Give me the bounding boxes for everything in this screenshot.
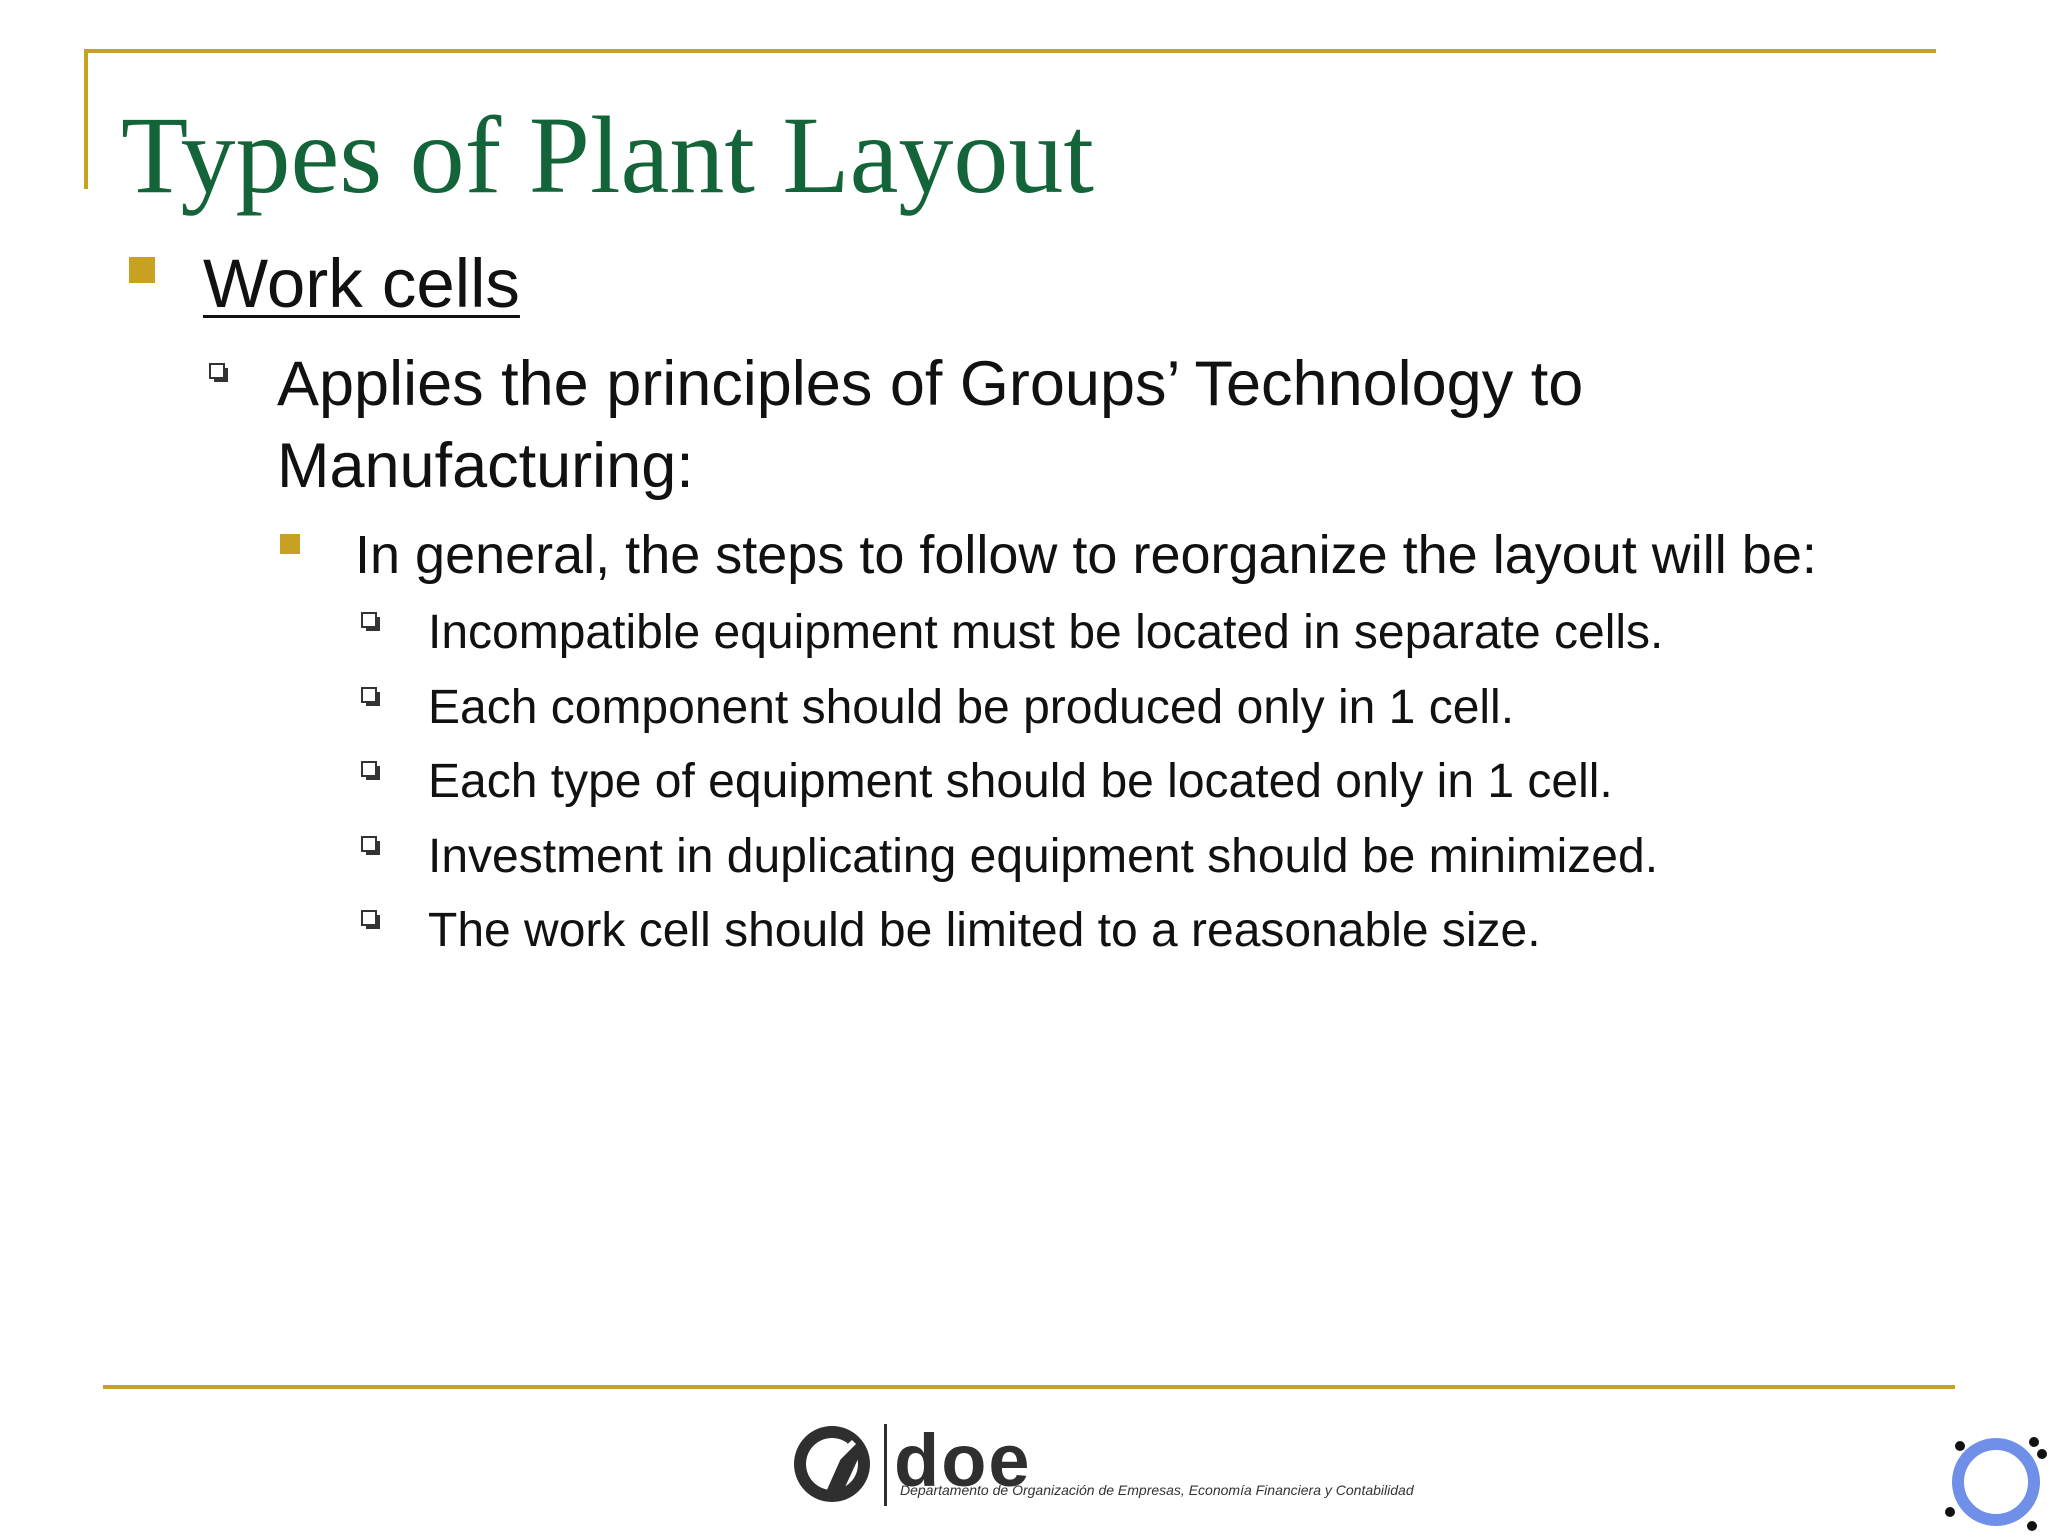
- box-bullet-icon: [361, 761, 377, 777]
- box-bullet-icon: [361, 836, 377, 852]
- left-border-line: [84, 49, 88, 189]
- box-bullet-icon: [209, 363, 225, 379]
- department-caption: Departamento de Organización de Empresas, Economía Financiera y Contabilidad: [900, 1482, 1414, 1498]
- box-bullet-icon: [361, 612, 377, 628]
- sub-point-line-1: Applies the principles of Groups’ Technology to: [277, 349, 1584, 419]
- step-item: Incompatible equipment must be located in separate cells.: [428, 606, 1664, 659]
- box-bullet-icon: [361, 910, 377, 926]
- logo-wordmark: doe: [894, 1420, 1032, 1502]
- sub-point-line-2: Manufacturing:: [277, 431, 694, 501]
- heading-work-cells: Work cells: [203, 245, 520, 322]
- ring-mark-icon: [1944, 1428, 2048, 1536]
- step-item: The work cell should be limited to a reasonable size.: [428, 904, 1541, 957]
- footer-line: [103, 1385, 1955, 1389]
- step-item: Investment in duplicating equipment should be minimized.: [428, 830, 1659, 883]
- step-item: Each component should be produced only in 1 cell.: [428, 681, 1515, 734]
- slide-title: Types of Plant Layout: [121, 94, 1094, 216]
- square-bullet-icon: [280, 534, 300, 554]
- steps-intro: In general, the steps to follow to reorganize the layout will be:: [355, 525, 1817, 585]
- step-item: Each type of equipment should be located only in 1 cell.: [428, 755, 1613, 808]
- square-bullet-icon: [129, 257, 155, 283]
- top-border-line: [84, 49, 1936, 53]
- box-bullet-icon: [361, 687, 377, 703]
